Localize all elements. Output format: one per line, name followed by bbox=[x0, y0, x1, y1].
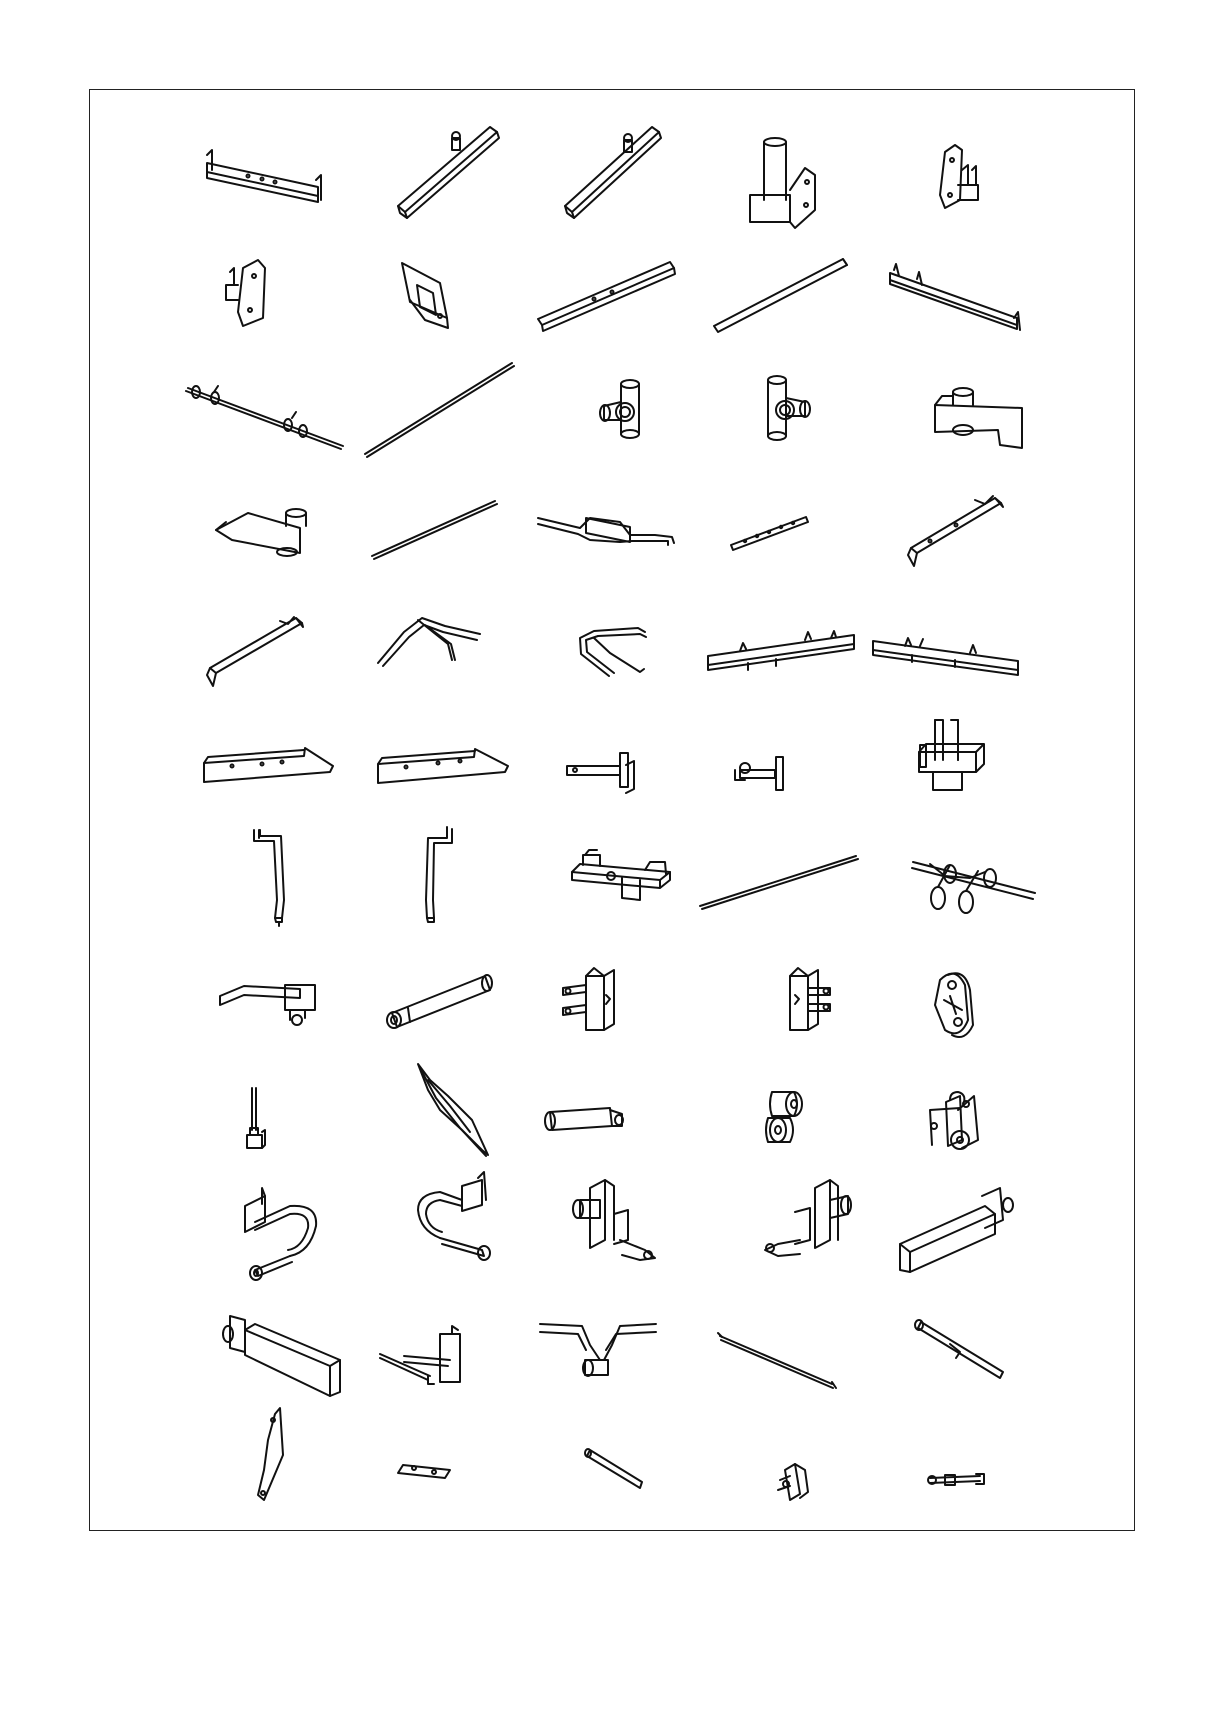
part-pin-with-knob bbox=[247, 1088, 265, 1148]
part-arm-with-pivot-sleeve bbox=[216, 509, 306, 556]
part-arm-with-pivot-sleeve bbox=[935, 388, 1022, 448]
part-short-arm-with-pulley-plate bbox=[735, 757, 783, 790]
part-u-clevis-bracket bbox=[778, 1464, 808, 1500]
part-curved-handle-with-grip bbox=[418, 1172, 490, 1260]
part-pivot-bracket-plate bbox=[940, 145, 978, 208]
part-bar-with-grips bbox=[915, 1320, 1003, 1378]
part-long-channel-arm bbox=[223, 1316, 340, 1396]
part-l-shaped-upright-tube bbox=[254, 830, 284, 926]
part-long-thin-rod bbox=[700, 856, 858, 909]
part-pivot-bracket-plate bbox=[226, 260, 265, 326]
part-frame-tube-with-bracket bbox=[565, 127, 661, 218]
part-u-shaped-leg-bar bbox=[580, 628, 646, 676]
part-bent-handle-bar bbox=[378, 618, 480, 666]
part-tee-pivot-sleeve bbox=[600, 380, 639, 438]
part-upright-post-with-base-plate bbox=[750, 138, 815, 228]
part-channel-bracket-with-tabs bbox=[563, 968, 614, 1030]
part-angled-frame-tube bbox=[908, 496, 1003, 566]
part-leg-lever-bracket bbox=[765, 1180, 851, 1256]
part-bracket-arm bbox=[220, 985, 315, 1025]
part-leg-lever-bracket bbox=[573, 1180, 655, 1260]
part-handle-bar-with-center-block bbox=[538, 518, 674, 545]
part-long-bolt-rod bbox=[718, 1333, 836, 1388]
part-long-thin-rod bbox=[365, 363, 514, 457]
part-tee-pivot-sleeve bbox=[768, 376, 810, 440]
part-rod-with-bracket bbox=[380, 1326, 460, 1384]
part-short-tube bbox=[585, 1449, 642, 1488]
part-short-perforated-bar bbox=[731, 517, 808, 550]
part-crossbar-with-rollers bbox=[912, 862, 1035, 913]
part-triangular-plate bbox=[258, 1408, 283, 1500]
part-double-upright-bracket bbox=[919, 720, 984, 790]
part-crossbar-with-end-tabs bbox=[890, 264, 1020, 330]
part-flat-bar-with-holes bbox=[538, 262, 675, 331]
part-bent-plate-bracket bbox=[402, 263, 448, 328]
part-angle-iron-rail bbox=[378, 749, 508, 783]
part-short-arm-with-plate bbox=[567, 753, 634, 793]
part-chain-link-plate bbox=[935, 973, 973, 1037]
part-threaded-rod-with-nuts bbox=[186, 386, 343, 449]
part-long-channel-arm bbox=[900, 1188, 1013, 1272]
part-angle-iron-rail bbox=[204, 748, 333, 782]
part-angled-frame-tube bbox=[207, 617, 303, 686]
part-channel-bracket-with-tabs bbox=[790, 968, 830, 1030]
part-long-thin-rod bbox=[372, 501, 497, 559]
part-cylinder-tube-with-tab bbox=[545, 1108, 623, 1130]
part-crossbar-with-brackets bbox=[708, 631, 854, 670]
part-small-link-plate bbox=[398, 1465, 450, 1478]
part-twisted-flat-plate bbox=[418, 1064, 488, 1156]
part-crossbar-with-end-brackets bbox=[207, 150, 321, 202]
part-double-pulley-bracket bbox=[930, 1092, 978, 1149]
part-bolt-with-nut bbox=[928, 1474, 984, 1485]
part-crossbar-with-brackets bbox=[873, 638, 1018, 675]
part-l-shaped-upright-tube bbox=[426, 827, 452, 922]
part-padded-roller-tube bbox=[387, 975, 492, 1028]
part-frame-tube-with-bracket bbox=[398, 127, 499, 218]
part-double-roller-pads bbox=[766, 1092, 802, 1142]
part-curl-handle-bar bbox=[540, 1324, 656, 1376]
part-curved-handle-with-grip bbox=[245, 1188, 316, 1280]
part-straight-tube bbox=[714, 259, 847, 332]
part-carriage-frame bbox=[572, 850, 670, 900]
